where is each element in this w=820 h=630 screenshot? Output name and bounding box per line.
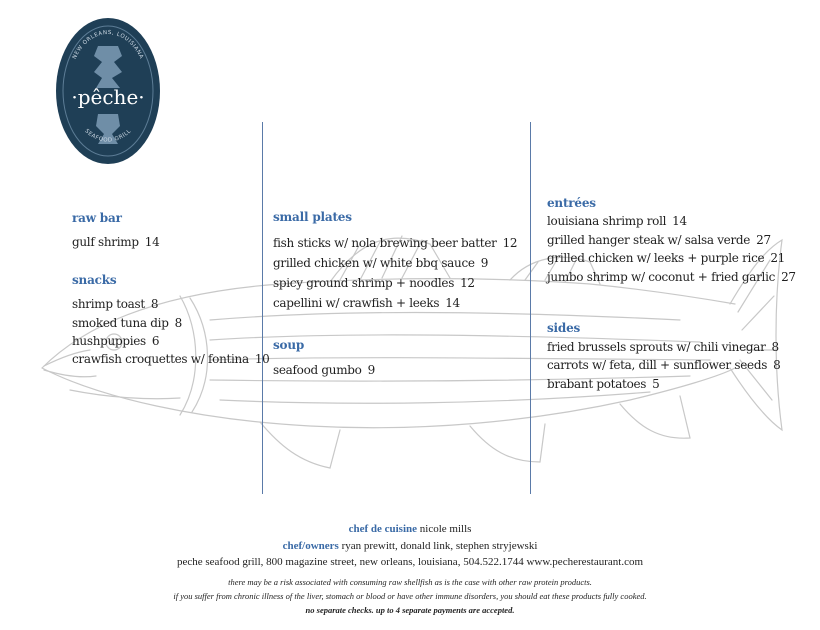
- menu-item: [273, 296, 460, 310]
- section-title-small-plates: small plates: [273, 210, 352, 224]
- item-price: 9: [480, 256, 489, 270]
- logo-bottom-arc: SEAFOOD GRILL: [83, 128, 133, 144]
- item-price: 14: [672, 214, 687, 228]
- item-name: grilled chicken w/ leeks + purple rice: [547, 251, 765, 265]
- item-name: shrimp toast: [72, 297, 145, 311]
- item-price: 5: [652, 377, 660, 391]
- menu-item: [273, 276, 475, 290]
- item-price: 8: [771, 340, 779, 354]
- menu-item: [547, 358, 780, 372]
- menu-item: [72, 316, 182, 330]
- item-name: seafood gumbo: [273, 363, 362, 377]
- owners-names: ryan prewitt, donald link, stephen stryjewski: [341, 540, 538, 552]
- item-price: 8: [150, 297, 159, 311]
- item-price: 27: [781, 270, 796, 284]
- footer-address: peche seafood grill, 800 magazine street, new orleans, louisiana, 504.522.1744 www.pecherestaurant.com: [176, 556, 644, 568]
- item-price: 12: [460, 276, 475, 290]
- menu-item: [547, 233, 771, 247]
- item-price: 21: [770, 251, 785, 265]
- item-name: capellini w/ crawfish + leeks: [273, 296, 440, 310]
- item-price: 6: [151, 334, 160, 348]
- menu-item: [273, 363, 375, 377]
- item-name: carrots w/ feta, dill + sunflower seeds: [547, 358, 768, 372]
- item-price: 10: [254, 352, 270, 366]
- item-name: brabant potatoes: [547, 377, 647, 391]
- menu-item: [273, 256, 488, 270]
- menu-item: [72, 334, 159, 348]
- logo-wordmark: ·pêche·: [71, 85, 145, 109]
- item-price: 8: [174, 316, 182, 330]
- footer-note-payments: no separate checks. up to 4 separate payments are accepted.: [305, 605, 515, 615]
- item-name: gulf shrimp: [72, 235, 139, 249]
- menu-item: [273, 236, 517, 250]
- menu-item: [72, 235, 159, 249]
- section-title-entrees: entrées: [547, 196, 596, 210]
- chef-label: chef de cuisine: [348, 523, 418, 535]
- section-title-raw-bar: raw bar: [72, 211, 122, 225]
- menu-item: [547, 214, 687, 228]
- footer-note-raw-shellfish: there may be a risk associated with consuming raw shellfish as is the case with other raw protein products.: [228, 577, 592, 587]
- item-price: 14: [445, 296, 460, 310]
- owners-label: chef/owners: [282, 540, 339, 552]
- footer-chef-line: [0, 523, 820, 535]
- item-name: fried brussels sprouts w/ chili vinegar: [547, 340, 766, 354]
- item-name: crawfish croquettes w/ fontina: [72, 352, 249, 366]
- menu-item: [72, 352, 270, 366]
- section-title-soup: soup: [273, 338, 305, 352]
- column-divider: [262, 122, 263, 494]
- item-name: spicy ground shrimp + noodles: [273, 276, 455, 290]
- footer-owners-line: [0, 540, 820, 552]
- item-name: grilled hanger steak w/ salsa verde: [547, 233, 751, 247]
- item-price: 27: [756, 233, 771, 247]
- menu-item: [72, 297, 158, 311]
- item-name: jumbo shrimp w/ coconut + fried garlic: [547, 270, 776, 284]
- chef-name: nicole mills: [419, 523, 472, 535]
- section-title-snacks: snacks: [72, 273, 117, 287]
- menu-item: [547, 251, 785, 265]
- menu-item: [547, 340, 779, 354]
- item-name: hushpuppies: [72, 334, 146, 348]
- section-title-sides: sides: [547, 321, 581, 335]
- column-divider: [530, 122, 531, 494]
- item-price: 8: [773, 358, 781, 372]
- menu-item: [547, 377, 660, 391]
- item-name: fish sticks w/ nola brewing beer batter: [273, 236, 497, 250]
- item-price: 12: [502, 236, 518, 250]
- item-name: grilled chicken w/ white bbq sauce: [273, 256, 475, 270]
- menu-item: [547, 270, 796, 284]
- footer-note-health: if you suffer from chronic illness of the liver, stomach or blood or have other immune disorders, you should eat these products fully cooked.: [173, 591, 647, 601]
- item-price: 14: [144, 235, 160, 249]
- item-name: louisiana shrimp roll: [547, 214, 667, 228]
- item-price: 9: [367, 363, 375, 377]
- peche-logo: [54, 16, 162, 166]
- item-name: smoked tuna dip: [72, 316, 169, 330]
- logo-top-arc: NEW ORLEANS, LOUISIANA: [71, 29, 145, 61]
